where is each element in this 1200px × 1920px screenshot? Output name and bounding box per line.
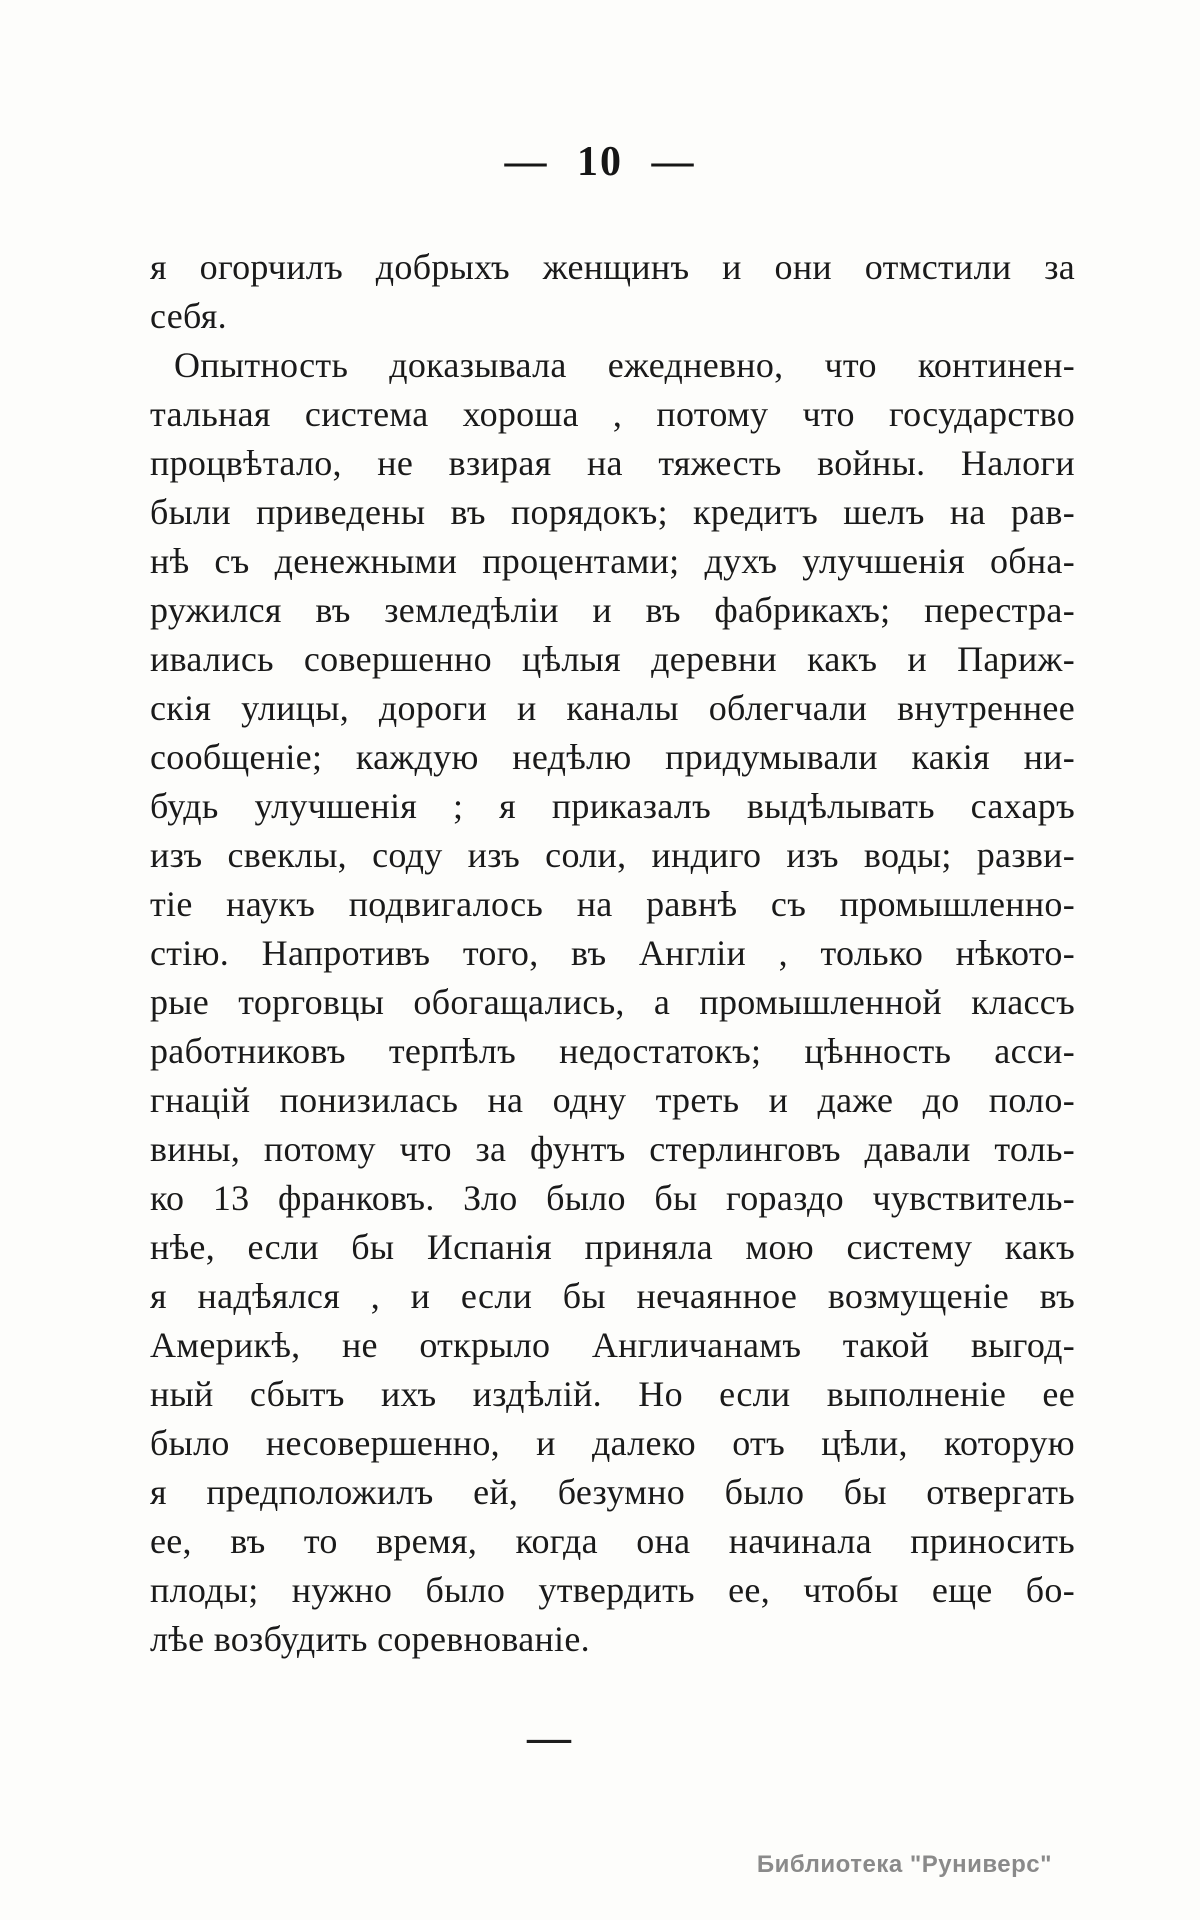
text-line: нѣе, если бы Испанія приняла мою систему какъ	[150, 1227, 1075, 1267]
text-line: ко 13 франковъ. Зло было бы гораздо чувствитель-	[150, 1178, 1075, 1218]
text-line: гнацій понизилась на одну треть и даже до поло-	[150, 1080, 1075, 1120]
text-line: Америкѣ, не открыло Англичанамъ такой выгод-	[150, 1325, 1075, 1365]
page-header	[0, 138, 1200, 186]
text-line: были приведены въ порядокъ; кредитъ шелъ на рав-	[150, 492, 1075, 532]
text-line: скія улицы, дороги и каналы облегчали внутреннее	[150, 688, 1075, 728]
text-line: себя.	[150, 296, 227, 336]
text-line: процвѣтало, не взирая на тяжесть войны. Налоги	[150, 443, 1075, 483]
text-line: я предположилъ ей, безумно было бы отвергать	[150, 1472, 1075, 1512]
text-line: изъ свеклы, соду изъ соли, индиго изъ воды; разви-	[150, 835, 1075, 875]
text-line: вины, потому что за фунтъ стерлинговъ давали толь-	[150, 1129, 1075, 1169]
text-line: было несовершенно, и далеко отъ цѣли, которую	[150, 1423, 1075, 1463]
section-end-dash: —	[527, 1713, 571, 1762]
text-line: будь улучшенія ; я приказалъ выдѣлывать сахаръ	[150, 786, 1075, 826]
text-line: нѣ съ денежными процентами; духъ улучшенія обна-	[150, 541, 1075, 581]
text-line: стію. Напротивъ того, въ Англіи , только нѣкото-	[150, 933, 1075, 973]
text-line: ный сбытъ ихъ издѣлій. Но если выполненіе ее	[150, 1374, 1075, 1414]
text-line: сообщеніе; каждую недѣлю придумывали какія ни-	[150, 737, 1075, 777]
page-number: — 10 —	[504, 139, 696, 185]
text-line: работниковъ терпѣлъ недостатокъ; цѣнность асси-	[150, 1031, 1075, 1071]
library-watermark: Библиотека "Руниверс"	[756, 1851, 1052, 1878]
text-line: я огорчилъ добрыхъ женщинъ и они отмстили за	[150, 247, 1075, 287]
text-line: тальная система хороша , потому что государство	[150, 394, 1075, 434]
text-line: ивались совершенно цѣлыя деревни какъ и Париж-	[150, 639, 1075, 679]
page-text-block	[150, 243, 1075, 1664]
text-line: лѣе возбудить соревнованіе.	[150, 1619, 590, 1659]
text-line: тіе наукъ подвигалось на равнѣ съ промышленно-	[150, 884, 1075, 924]
text-line: ружился въ земледѣліи и въ фабрикахъ; перестра-	[150, 590, 1075, 630]
text-line: плоды; нужно было утвердить ее, чтобы еще бо-	[150, 1570, 1075, 1610]
text-line: Опытность доказывала ежедневно, что континен-	[174, 345, 1075, 385]
text-line: я надѣялся , и если бы нечаянное возмущеніе въ	[150, 1276, 1075, 1316]
text-line: рые торговцы обогащались, а промышленной классъ	[150, 982, 1075, 1022]
text-line: ее, въ то время, когда она начинала приносить	[150, 1521, 1075, 1561]
